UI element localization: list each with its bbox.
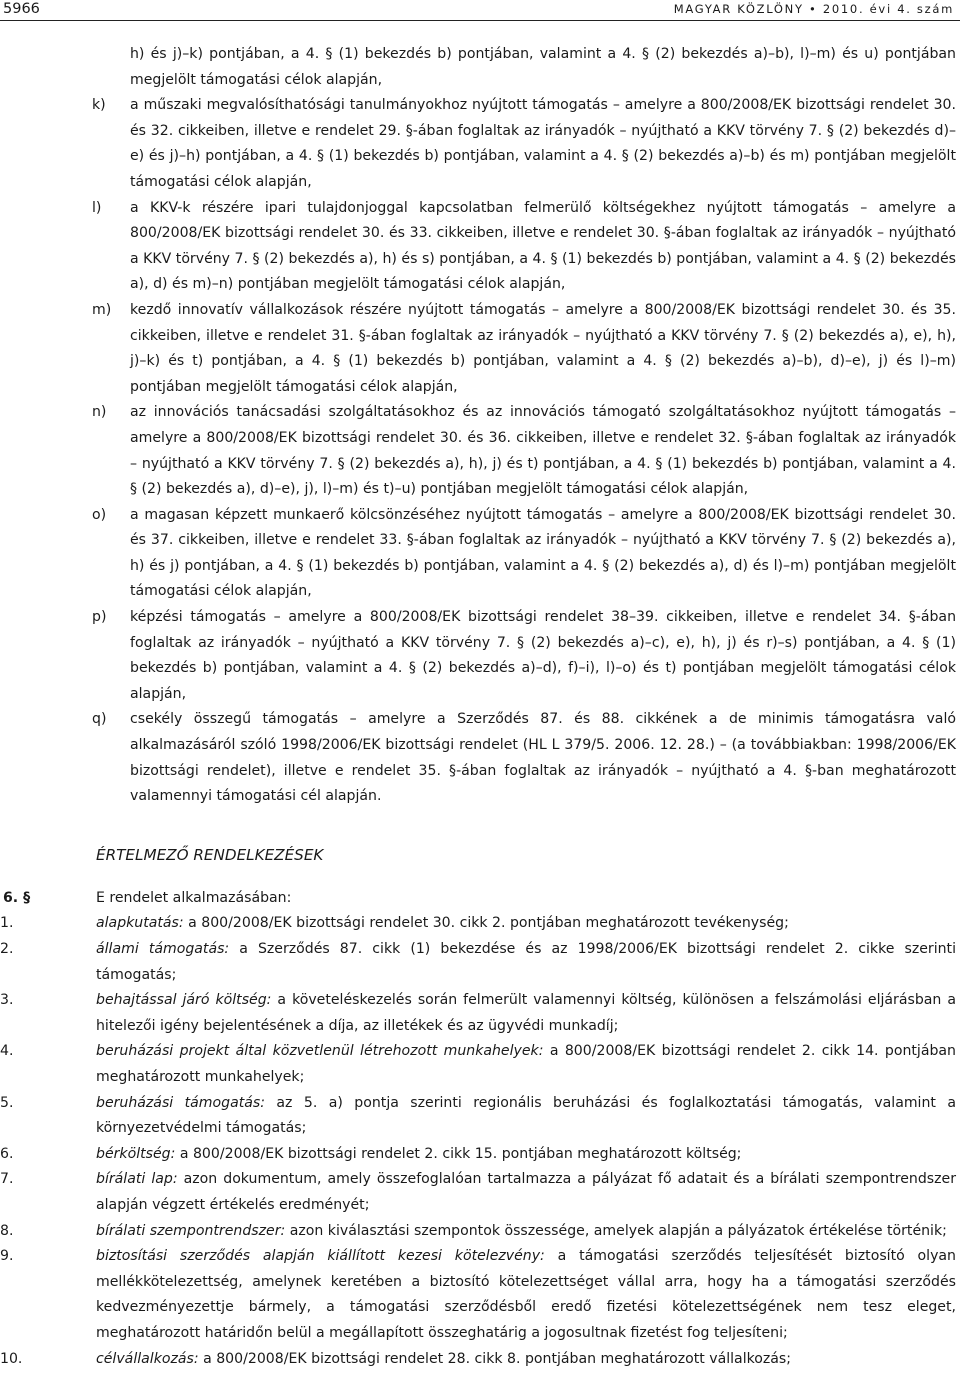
definition-item — [0, 1244, 960, 1346]
continuation-paragraph — [0, 42, 960, 93]
document-body — [0, 42, 960, 1372]
definition-item — [0, 988, 960, 1039]
running-title: MAGYAR KÖZLÖNY • 2010. évi 4. szám — [673, 2, 954, 16]
list-item-q — [0, 707, 960, 809]
item-label: k) — [92, 97, 106, 114]
definition-item — [0, 1142, 960, 1168]
definition-item — [0, 1091, 960, 1142]
definition-text: azon dokumentum, amely összefoglalóan tartalmazza a pályázat fő adatait és a bírálati szempontrendszer alapján végzett értékelés eredményét; — [96, 1171, 956, 1213]
definition-number: 9. — [0, 1248, 14, 1265]
definition-term: bírálati lap: — [96, 1171, 178, 1188]
definition-text: azon kiválasztási szempontok összessége, amelyek alapján a pályázatok értékelése történik; — [285, 1222, 947, 1239]
section-title: ÉRTELMEZŐ RENDELKEZÉSEK — [96, 845, 324, 864]
definition-number: 8. — [0, 1222, 14, 1239]
definition-number: 2. — [0, 941, 14, 957]
item-label: m) — [92, 301, 112, 318]
list-item-o — [0, 503, 960, 605]
definition-item — [0, 1219, 960, 1245]
item-text: az innovációs tanácsadási szolgáltatásokhoz és az innovációs támogató szolgáltatásokhoz nyújtott támogatás – amelyre a 800/2008/EK bizottsági rendelet 30. és 36. cikkeiben, illetve e rendelet 32. §-ában foglaltak az irányadók – nyújtható a KKV törvény 7. § (2) bekezdés a), h), j) és t) pontjában, a 4. § (1) bekezdés b) pontjában, valamint a 4. § (2) bekezdés a), d)–e), j), l)–m) és t)–u) pontjában megjelölt támogatási célok alapján, — [130, 404, 956, 498]
definition-term: bírálati szempontrendszer: — [96, 1222, 286, 1239]
definition-term: célvállalkozás: — [96, 1350, 199, 1367]
item-text: a műszaki megvalósíthatósági tanulmányokhoz nyújtott támogatás – amelyre a 800/2008/EK bizottsági rendelet 30. és 32. cikkeiben, illetve e rendelet 29. §-ában foglaltak az irányadók – nyújtható a KKV törvény 7. § (2) bekezdés d)–e) és j)–h) pontjában, a 4. § (1) bekezdés b) pontjában, valamint a 4. § (2) bekezdés a)–b) és m) pontjában megjelölt támogatási célok alapján, — [130, 97, 956, 190]
definition-number: 3. — [0, 992, 14, 1009]
list-item-n — [0, 400, 960, 502]
continuation-text: h) és j)–k) pontjában, a 4. § (1) bekezdés b) pontjában, valamint a 4. § (2) bekezdés a)–b), l)–m) és u) pontjában megjelölt támogatási célok alapján, — [130, 46, 956, 88]
item-label: l) — [92, 199, 102, 216]
intro-text: E rendelet alkalmazásában: — [96, 889, 292, 906]
item-label: n) — [92, 404, 107, 421]
page-number: 5966 — [3, 1, 40, 17]
definition-number: 1. — [0, 915, 14, 932]
item-text: képzési támogatás – amelyre a 800/2008/EK bizottsági rendelet 38–39. cikkeiben, illetve e rendelet 34. §-ában foglaltak az irányadók – nyújtható a KKV törvény 7. § (2) bekezdés a)–c), e), h), j) és r)–s) pontjában, a 4. § (1) bekezdés b) pontjában, valamint a 4. § (2) bekezdés a)–d), f)–i), l)–o) és t) pontjában megjelölt támogatási célok alapján, — [130, 609, 956, 702]
item-text: csekély összegű támogatás – amelyre a Szerződés 87. és 88. cikkének a de minimis támogatásra való alkalmazásáról szóló 1998/2006/EK bizottsági rendelet (HL L 379/5. 2006. 12. 28.) – (a továbbiakban: 1998/2006/EK bizottsági rendelet), illetve e rendelet 35. §-ában foglaltak az irányadók – nyújtható a 4. §-ban meghatározott valamennyi támogatási cél alapján. — [130, 711, 956, 805]
item-text: a KKV-k részére ipari tulajdonjoggal kapcsolatban felmerülő költségekhez nyújtott támogatás – amelyre a 800/2008/EK bizottsági rendelet 30. és 33. cikkeiben, illetve e rendelet 30. §-ában foglaltak az irányadók – nyújtható a KKV törvény 7. § (2) bekezdés a), h) és s) pontjában, a 4. § (1) bekezdés b) pontjában, valamint a 4. § (2) bekezdés a), d) és m)–n) pontjában megjelölt támogatási célok alapján, — [130, 199, 956, 293]
definition-text: a 800/2008/EK bizottsági rendelet 30. cikk 2. pontjában meghatározott tevékenység; — [183, 915, 789, 932]
definition-number: 7. — [0, 1171, 14, 1188]
list-item-p — [0, 605, 960, 707]
definition-term: állami támogatás: — [96, 941, 230, 957]
page-header — [0, 0, 960, 24]
definition-item — [0, 911, 960, 937]
definition-number: 4. — [0, 1043, 14, 1060]
item-text: kezdő innovatív vállalkozások részére nyújtott támogatás – amelyre a 800/2008/EK bizottsági rendelet 30. és 35. cikkeiben, illetve e rendelet 31. §-ában foglaltak az irányadók – nyújtható a KKV törvény 7. § (2) bekezdés a), e), h), j)–k) és t) pontjában, a 4. § (1) bekezdés b) pontjában, valamint a 4. § (2) bekezdés a)–b), d)–e), j) és l)–m) pontjában megjelölt támogatási célok alapján, — [130, 301, 956, 395]
list-item-k — [0, 93, 960, 195]
definition-term: bérköltség: — [96, 1145, 176, 1162]
definition-number: 10. — [0, 1350, 23, 1367]
definition-text: a támogatási szerződés teljesítését biztosító olyan mellékkötelezettség, amelynek keretében a biztosító kötelezettséget vállal arra, hogy ha a támogatási szerződés kedvezményezettje bármely, a támogatási szerződésből eredő fizetési kötelezettségének nem tesz eleget, meghatározott határidőn belül a megállapított összeghatárig a jogosultnak fizetést fog teljesíteni; — [96, 1248, 956, 1341]
item-label: o) — [92, 506, 107, 523]
definition-text: a 800/2008/EK bizottsági rendelet 2. cikk 14. pontjában meghatározott munkahelyek; — [96, 1043, 956, 1085]
definition-item — [0, 1347, 960, 1373]
item-text: a magasan képzett munkaerő kölcsönzéséhez nyújtott támogatás – amelyre a 800/2008/EK bizottsági rendelet 30. és 37. cikkeiben, illetve e rendelet 33. §-ában foglaltak az irányadók – nyújtható a KKV törvény 7. § (2) bekezdés a), h) és j) pontjában, a 4. § (1) bekezdés b) pontjában, valamint a 4. § (2) bekezdés a), d) és l)–m) pontjában megjelölt támogatási célok alapján, — [130, 506, 956, 600]
definition-term: biztosítási szerződés alapján kiállított kezesi kötelezvény: — [96, 1248, 545, 1265]
definition-item — [0, 1039, 960, 1090]
item-label: q) — [92, 711, 107, 728]
item-label: p) — [92, 609, 107, 626]
definition-item — [0, 1167, 960, 1218]
definition-text: a követeléskezelés során felmerült valamennyi költség, különösen a felszámolási eljárásban a hitelezői igény bejelentésének a díja, az illetékek és az ügyvédi munkadíj; — [96, 992, 956, 1034]
section-number: 6. § — [3, 889, 31, 906]
definition-text: a 800/2008/EK bizottsági rendelet 2. cikk 15. pontjában meghatározott költség; — [175, 1145, 742, 1162]
definition-item — [0, 937, 960, 988]
list-item-l — [0, 196, 960, 298]
definition-number: 5. — [0, 1094, 14, 1111]
header-rule — [0, 20, 960, 21]
list-item-m — [0, 298, 960, 400]
section-intro — [0, 886, 960, 912]
definition-term: alapkutatás: — [96, 915, 184, 932]
definition-text: az 5. a) pontja szerinti regionális beruházási és foglalkoztatási támogatás, valamint a környezetvédelmi támogatás; — [96, 1094, 956, 1137]
definition-number: 6. — [0, 1145, 14, 1162]
definition-term: beruházási projekt által közvetlenül létrehozott munkahelyek: — [96, 1043, 544, 1060]
definition-term: beruházási támogatás: — [96, 1094, 265, 1111]
definition-text: a Szerződés 87. cikk (1) bekezdése és az 1998/2006/EK bizottsági rendelet 2. cikke szerinti támogatás; — [96, 941, 956, 983]
definition-text: a 800/2008/EK bizottsági rendelet 28. cikk 8. pontjában meghatározott vállalkozás; — [198, 1350, 792, 1367]
definition-term: behajtással járó költség: — [96, 992, 272, 1009]
